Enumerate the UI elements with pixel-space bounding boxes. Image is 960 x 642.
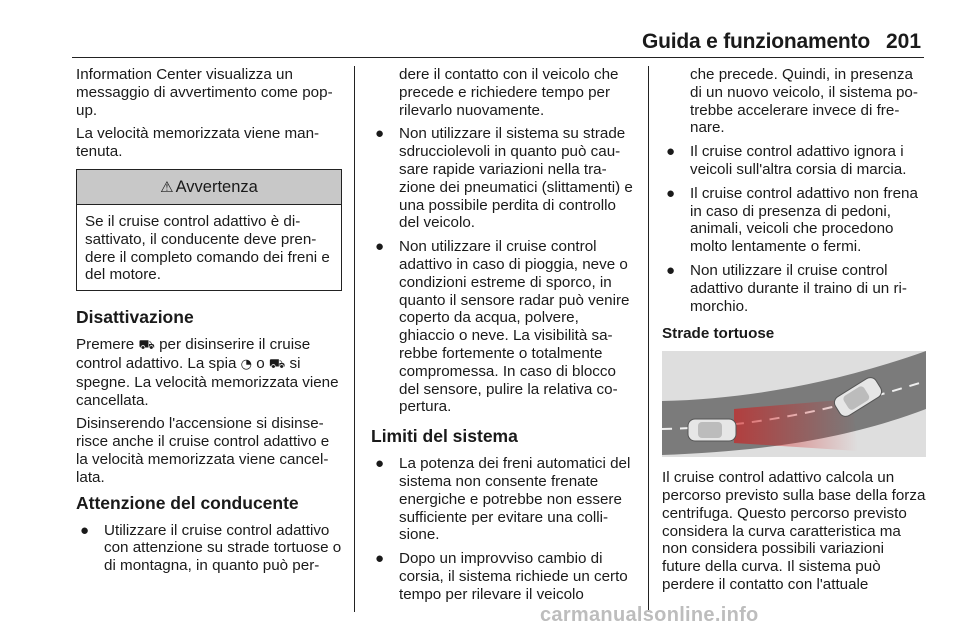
list-item	[662, 66, 926, 137]
text: o	[256, 354, 265, 372]
list-item: ● Non utilizzare il cruise control adattivo in caso di pioggia, neve o condizioni estreme di sporco, in quanto il sensore radar può venire coperto da acqua, polvere, ghiaccio o neve. La visibilità sarebbe fortemente o totalmente compromessa. In caso di blocco del sensore, pulire la relativa copertura.	[375, 238, 630, 416]
bullet-list	[76, 522, 342, 575]
warning-triangle-icon: ⚠	[160, 178, 174, 196]
curved-road-illustration	[662, 351, 926, 457]
warning-header	[77, 170, 341, 205]
list-item: ● La potenza dei freni automatici del sistema non consente frenate energiche e potrebbe non essere sufficiente per evitare una collisione.	[375, 455, 631, 544]
list-item-text: Non utilizzare il sistema su strade sdrucciolevoli in quanto può causare rapide variazioni nella trazione dei pneumatici (slittamenti) e una possibile perdita di controllo del veicolo.	[399, 125, 633, 232]
column-middle	[371, 66, 637, 610]
bullet-list	[371, 66, 637, 416]
text: per disinserire il cruise control adattivo. La spia	[76, 336, 311, 372]
column-right	[662, 66, 926, 600]
page-number: 201	[886, 30, 922, 53]
heading-attention: Attenzione del conducente	[76, 492, 299, 513]
list-item: ● Utilizzare il cruise control adattivo con attenzione su strade tortuose o di montagna, in quanto può per-	[80, 521, 342, 575]
list-item-text: Il cruise control adattivo non frena in caso di presenza di pedoni, animali, veicoli che procedono molto lentamente o fermi.	[690, 184, 918, 256]
list-item-text: Non utilizzare il cruise control adattivo in caso di pioggia, neve o condizioni estreme di sporco, in quanto il sensore radar può venire coperto da acqua, polvere, ghiaccio o neve. La visibilità sarebbe fortemente o totalmente compromessa. In caso di blocco del sensore, pulire la relativa copertura.	[399, 238, 630, 416]
bullet-list	[371, 455, 637, 603]
column-divider	[354, 66, 355, 612]
heading-curves: Strade tortuose	[662, 325, 775, 343]
list-item: ● Il cruise control adattivo ignora i veicoli sull'altra corsia di marcia.	[666, 143, 907, 178]
column-divider	[648, 66, 649, 612]
list-item: ● Non utilizzare il cruise control adattivo durante il traino di un rimorchio.	[666, 261, 907, 315]
list-item-text: dere il contatto con il veicolo che precede e richiedere tempo per rilevarlo nuovamente.	[399, 66, 619, 119]
warning-box	[76, 169, 342, 291]
section-title: Guida e funzionamento	[642, 30, 870, 53]
watermark: carmanualsonline.info	[540, 604, 759, 626]
cruise-control-icon: ⛟	[138, 338, 155, 354]
list-item-text: Utilizzare il cruise control adattivo con attenzione su strade tortuose o di montagna, in quanto può per-	[104, 521, 342, 575]
car-icon	[688, 419, 736, 441]
paragraph	[76, 336, 342, 409]
paragraph: Il cruise control adattivo calcola un percorso previsto sulla base della forza centrifuga. Questo percorso previsto considera la curva caratteristica ma non considera possibili variazioni future della curva. Il sistema può perdere il contatto con l'attuale	[662, 469, 926, 593]
list-item: ● Non utilizzare il sistema su strade sdrucciolevoli in quanto può causare rapide variazioni nella trazione dei pneumatici (slittamenti) e una possibile perdita di controllo del veicolo.	[375, 125, 633, 232]
text: si spegne. La velocità memorizzata viene cancellata.	[76, 354, 339, 409]
warning-title: Avvertenza	[175, 177, 258, 196]
page-header	[0, 0, 960, 56]
list-item: ● Dopo un improvviso cambio di corsia, il sistema richiede un certo tempo per rilevare il veicolo	[375, 550, 628, 603]
list-item-text: La potenza dei freni automatici del sistema non consente frenate energiche e potrebbe non essere sufficiente per evitare una collisione.	[399, 455, 631, 544]
cruise-control-icon: ⛟	[268, 356, 286, 372]
list-item-text: Dopo un improvviso cambio di corsia, il sistema richiede un certo tempo per rilevare il veicolo	[399, 550, 628, 603]
paragraph: La velocità memorizzata viene mantenuta.	[76, 125, 320, 161]
heading-limits: Limiti del sistema	[371, 426, 518, 447]
bullet-list	[662, 66, 926, 315]
list-item-text: Il cruise control adattivo ignora i veicoli sull'altra corsia di marcia.	[690, 143, 907, 178]
paragraph: Information Center visualizza un messaggio di avvertimento come pop-up.	[76, 66, 333, 119]
heading-deactivation: Disattivazione	[76, 307, 194, 328]
list-item-text: che precede. Quindi, in presenza di un nuovo veicolo, il sistema potrebbe accelerare invece di frenare.	[690, 66, 918, 137]
text: Premere	[76, 336, 135, 354]
list-item	[371, 66, 637, 119]
header-divider	[72, 57, 924, 58]
column-left	[76, 66, 342, 581]
list-item-text: Non utilizzare il cruise control adattivo durante il traino di un rimorchio.	[690, 261, 907, 315]
speedometer-icon: ◔	[240, 356, 252, 372]
paragraph: Disinserendo l'accensione si disinserisce anche il cruise control adattivo e la velocità memorizzata viene cancellata.	[76, 415, 330, 486]
warning-body: Se il cruise control adattivo è disattivato, il conducente deve prendere il completo comando dei freni e del motore.	[85, 212, 330, 284]
list-item: ● Il cruise control adattivo non frena in caso di presenza di pedoni, animali, veicoli che procedono molto lentamente o fermi.	[666, 184, 918, 256]
